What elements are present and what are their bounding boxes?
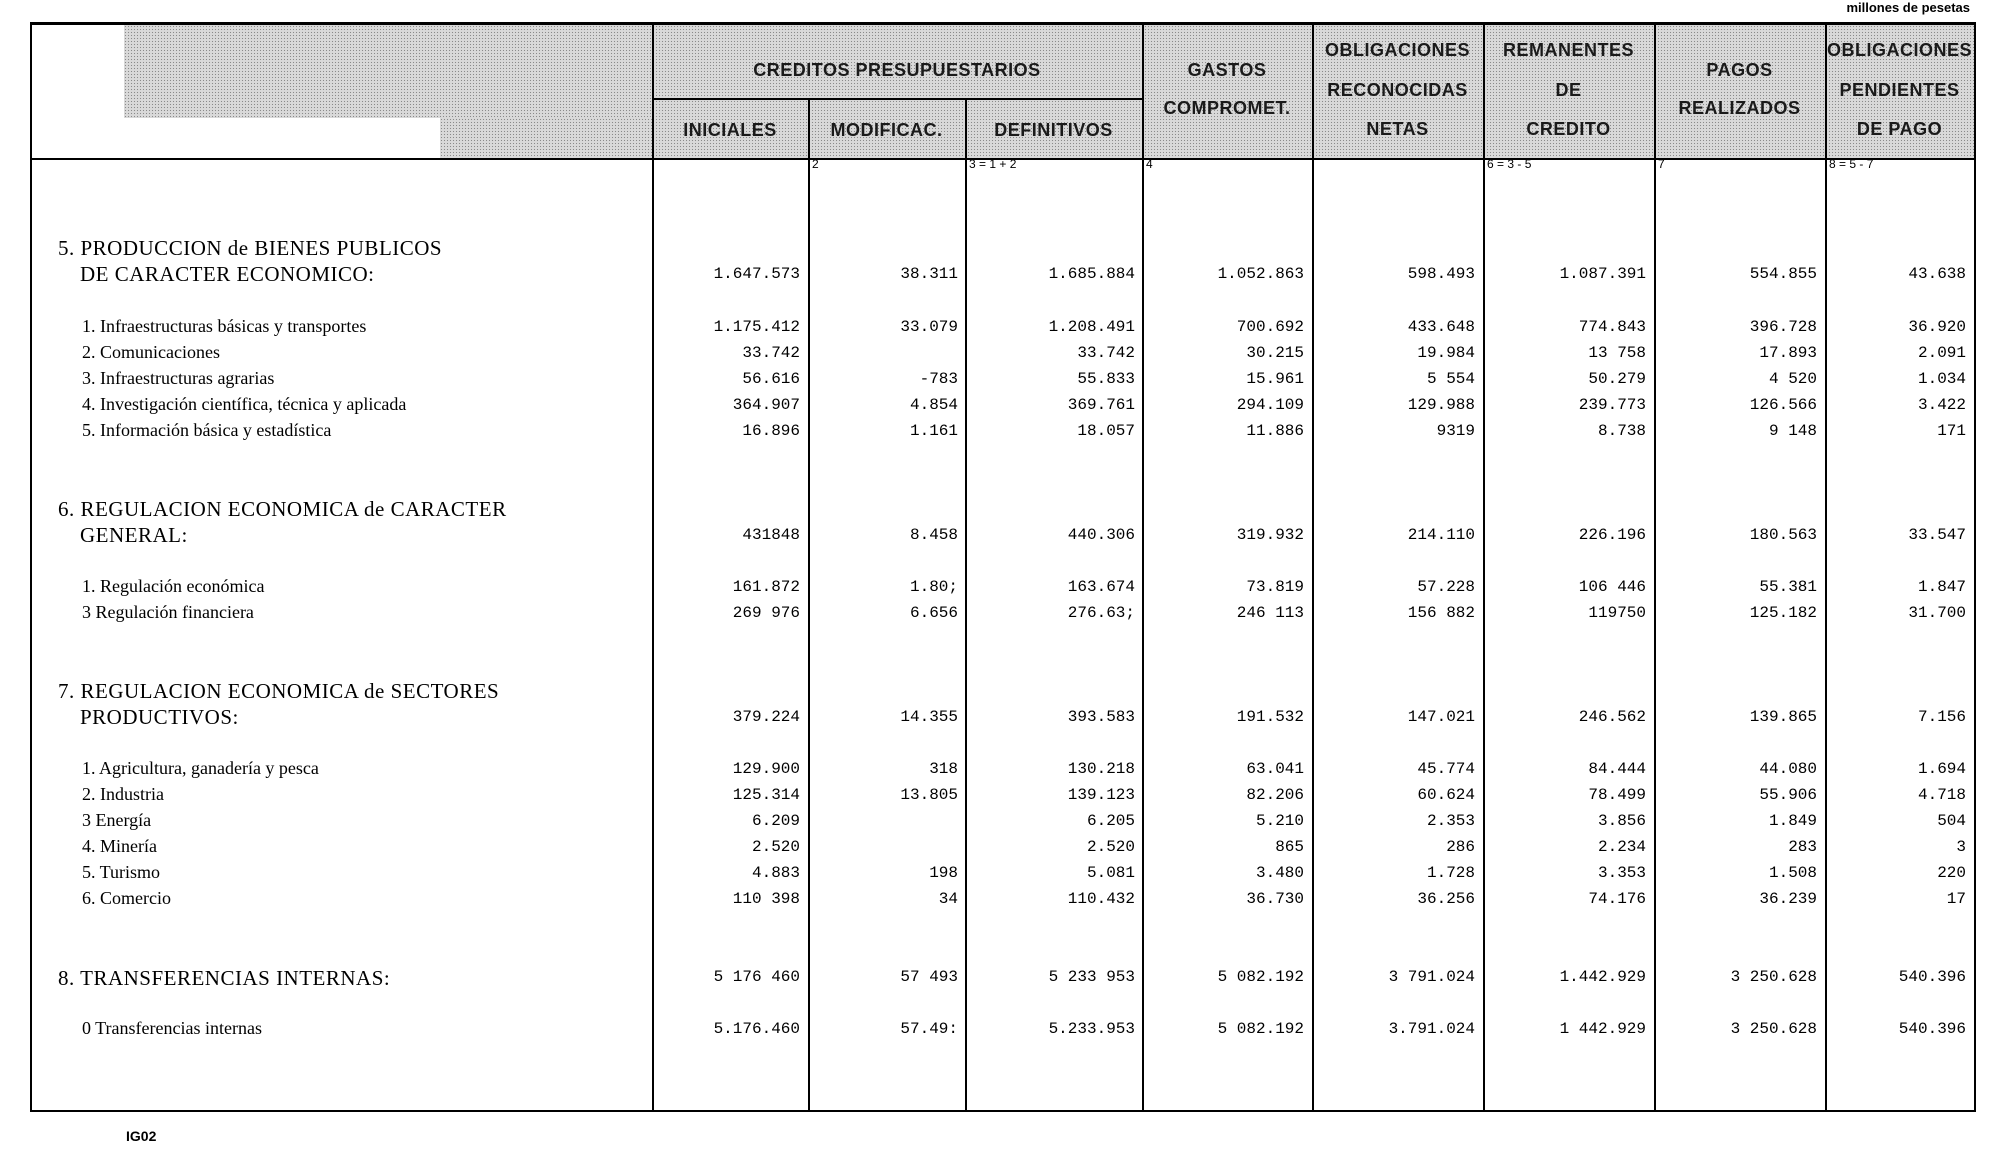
table-frame: [30, 22, 1976, 1112]
cell-value: 63.041: [1246, 760, 1304, 778]
cell-value: 319.932: [1236, 526, 1304, 544]
cell-value: 433.648: [1407, 318, 1475, 336]
cell-value: 36.920: [1908, 318, 1966, 336]
cell-value: 379.224: [732, 708, 800, 726]
cell-value: 5 082.192: [1217, 968, 1304, 986]
cell-value: 5 176 460: [713, 968, 800, 986]
cell-value: 2.234: [1597, 838, 1646, 856]
cell-value: 6.205: [1086, 812, 1135, 830]
header-shade-stub: [124, 25, 652, 118]
col-line-3: [965, 98, 967, 1112]
row-label: 1. Regulación económica: [82, 576, 265, 596]
cell-value: 3.480: [1255, 864, 1304, 882]
cell-value: 3.791.024: [1388, 1020, 1475, 1038]
cell-value: 15.961: [1246, 370, 1304, 388]
header-pagos-1: PAGOS: [1706, 60, 1773, 80]
cell-value: 36.239: [1759, 890, 1817, 908]
row-label: 2. Industria: [82, 784, 164, 804]
cell-value: 180.563: [1749, 526, 1817, 544]
col-line-4: [1142, 22, 1144, 1112]
cell-value: 294.109: [1236, 396, 1304, 414]
cell-value: 74.176: [1588, 890, 1646, 908]
cell-value: 7.156: [1917, 708, 1966, 726]
cell-value: 84.444: [1588, 760, 1646, 778]
colnum-modificac: 2: [812, 157, 819, 171]
row-label: 0 Transferencias internas: [82, 1018, 262, 1038]
cell-value: 1.728: [1426, 864, 1475, 882]
cell-value: 11.886: [1246, 422, 1304, 440]
cell-value: 3 250.628: [1730, 1020, 1817, 1038]
cell-value: 1.208.491: [1048, 318, 1135, 336]
cell-value: 540.396: [1898, 968, 1966, 986]
colnum-pagos: 7: [1658, 157, 1665, 171]
cell-value: 220: [1937, 864, 1966, 882]
row-label: 6. Comercio: [82, 888, 171, 908]
cell-value: 504: [1937, 812, 1966, 830]
header-remanentes-3: CREDITO: [1526, 119, 1611, 139]
cell-value: 554.855: [1749, 265, 1817, 283]
cell-value: 161.872: [732, 578, 800, 596]
header-oblig-1: OBLIGACIONES: [1324, 40, 1470, 60]
cell-value: 1.175.412: [713, 318, 800, 336]
header-creditos: CREDITOS PRESUPUESTARIOS: [753, 60, 1041, 80]
cell-value: 129.900: [732, 760, 800, 778]
cell-value: 31.700: [1908, 604, 1966, 622]
cell-value: 110 398: [732, 890, 800, 908]
cell-value: 1.849: [1768, 812, 1817, 830]
cell-value: 1.442.929: [1559, 968, 1646, 986]
cell-value: 5.233.953: [1048, 1020, 1135, 1038]
cell-value: 239.773: [1578, 396, 1646, 414]
cell-value: 43.638: [1908, 265, 1966, 283]
cell-value: 364.907: [732, 396, 800, 414]
cell-value: 78.499: [1588, 786, 1646, 804]
cell-value: 3.353: [1597, 864, 1646, 882]
cell-value: 269 976: [732, 604, 800, 622]
cell-value: 163.674: [1067, 578, 1135, 596]
cell-value: 55.833: [1077, 370, 1135, 388]
cell-value: 774.843: [1578, 318, 1646, 336]
cell-value: 45.774: [1417, 760, 1475, 778]
cell-value: 598.493: [1407, 265, 1475, 283]
header-oblig-2: RECONOCIDAS: [1327, 80, 1468, 100]
header-shade-stub-lower: [440, 118, 652, 158]
cell-value: 6.656: [909, 604, 958, 622]
header-pendientes-2: PENDIENTES: [1839, 80, 1960, 100]
section-label-line1: 5. PRODUCCION de BIENES PUBLICOS: [58, 236, 443, 260]
section-label-line2: DE CARACTER ECONOMICO:: [80, 262, 375, 286]
row-label: 4. Minería: [82, 836, 157, 856]
header-iniciales: INICIALES: [683, 120, 777, 140]
cell-value: 1.508: [1768, 864, 1817, 882]
cell-value: 33.742: [742, 344, 800, 362]
cell-value: 1.052.863: [1217, 265, 1304, 283]
cell-value: 73.819: [1246, 578, 1304, 596]
cell-value: 3 791.024: [1388, 968, 1475, 986]
cell-value: 2.520: [1086, 838, 1135, 856]
cell-value: 5.176.460: [713, 1020, 800, 1038]
cell-value: 13 758: [1588, 344, 1646, 362]
creditos-divider-line: [652, 98, 1142, 100]
section-label-line2: PRODUCTIVOS:: [80, 705, 239, 729]
cell-value: 106 446: [1578, 578, 1646, 596]
cell-value: 2.520: [751, 838, 800, 856]
cell-value: 57.228: [1417, 578, 1475, 596]
cell-value: 17: [1946, 890, 1966, 908]
cell-value: 431848: [742, 526, 800, 544]
cell-value: 19.984: [1417, 344, 1475, 362]
cell-value: 1 442.929: [1559, 1020, 1646, 1038]
cell-value: 16.896: [742, 422, 800, 440]
cell-value: 246 113: [1236, 604, 1304, 622]
section-label-line1: 7. REGULACION ECONOMICA de SECTORES: [58, 679, 500, 703]
cell-value: 44.080: [1759, 760, 1817, 778]
cell-value: 8.738: [1597, 422, 1646, 440]
row-label: 4. Investigación científica, técnica y aplicada: [82, 394, 407, 414]
row-label: 1. Infraestructuras básicas y transportes: [82, 316, 367, 336]
cell-value: 18.057: [1077, 422, 1135, 440]
cell-value: 55.906: [1759, 786, 1817, 804]
units-label: millones de pesetas: [1846, 0, 1970, 15]
cell-value: 5.210: [1255, 812, 1304, 830]
cell-value: 57.49:: [900, 1020, 958, 1038]
cell-value: 14.355: [900, 708, 958, 726]
cell-value: 2.353: [1426, 812, 1475, 830]
cell-value: 1.80;: [909, 578, 958, 596]
header-oblig-3: NETAS: [1366, 119, 1429, 139]
cell-value: 38.311: [900, 265, 958, 283]
row-label: 5. Información básica y estadística: [82, 420, 332, 440]
header-definitivos: DEFINITIVOS: [994, 120, 1113, 140]
header-modificac: MODIFICAC.: [830, 120, 943, 140]
cell-value: 147.021: [1407, 708, 1475, 726]
cell-value: 393.583: [1067, 708, 1135, 726]
cell-value: 5 233 953: [1048, 968, 1135, 986]
cell-value: 1.161: [909, 422, 958, 440]
cell-value: 318: [929, 760, 958, 778]
cell-value: 4.718: [1917, 786, 1966, 804]
cell-value: 246.562: [1578, 708, 1646, 726]
cell-value: 700.692: [1236, 318, 1304, 336]
cell-value: 171: [1937, 422, 1966, 440]
col-line-7: [1654, 22, 1656, 1112]
col-line-5: [1312, 22, 1314, 1112]
cell-value: 33.079: [900, 318, 958, 336]
header-pendientes-3: DE PAGO: [1856, 119, 1943, 139]
cell-value: 33.547: [1908, 526, 1966, 544]
cell-value: 4.883: [751, 864, 800, 882]
header-remanentes-1: REMANENTES: [1502, 40, 1634, 60]
cell-value: 139.865: [1749, 708, 1817, 726]
cell-value: 156 882: [1407, 604, 1475, 622]
cell-value: 126.566: [1749, 396, 1817, 414]
col-line-6: [1483, 22, 1485, 1112]
col-line-1: [652, 22, 654, 1112]
cell-value: 55.381: [1759, 578, 1817, 596]
cell-value: 198: [929, 864, 958, 882]
cell-value: 2.091: [1917, 344, 1966, 362]
col-line-right: [1974, 22, 1976, 1112]
cell-value: 5.081: [1086, 864, 1135, 882]
cell-value: 4.854: [909, 396, 958, 414]
colnum-remanentes: 6 = 3 - 5: [1487, 157, 1532, 171]
cell-value: 3: [1956, 838, 1966, 856]
cell-value: 396.728: [1749, 318, 1817, 336]
cell-value: 36.730: [1246, 890, 1304, 908]
cell-value: 9319: [1436, 422, 1475, 440]
cell-value: 4 520: [1768, 370, 1817, 388]
section-label: 8. TRANSFERENCIAS INTERNAS:: [58, 966, 391, 990]
row-label: 3 Energía: [82, 810, 152, 830]
cell-value: 9 148: [1768, 422, 1817, 440]
cell-value: 130.218: [1067, 760, 1135, 778]
header-pendientes-1: OBLIGACIONES: [1826, 40, 1972, 60]
cell-value: 3.422: [1917, 396, 1966, 414]
row-label: 3. Infraestructuras agrarias: [82, 368, 275, 388]
header-remanentes-2: DE: [1555, 80, 1582, 100]
row-label: 1. Agricultura, ganadería y pesca: [82, 758, 319, 778]
colnum-gastos: 4: [1146, 157, 1153, 171]
cell-value: 34: [938, 890, 958, 908]
cell-value: 1.034: [1917, 370, 1966, 388]
cell-value: 125.314: [732, 786, 800, 804]
cell-value: 1.087.391: [1559, 265, 1646, 283]
cell-value: 6.209: [751, 812, 800, 830]
header-gastos-2: COMPROMET.: [1163, 98, 1291, 118]
cell-value: 5 554: [1426, 370, 1475, 388]
header-gastos-1: GASTOS: [1187, 60, 1267, 80]
cell-value: 1.685.884: [1048, 265, 1135, 283]
cell-value: 13.805: [900, 786, 958, 804]
cell-value: 50.279: [1588, 370, 1646, 388]
row-label: 5. Turismo: [82, 862, 161, 882]
cell-value: 540.396: [1898, 1020, 1966, 1038]
cell-value: 110.432: [1067, 890, 1135, 908]
cell-value: 283: [1788, 838, 1817, 856]
cell-value: 60.624: [1417, 786, 1475, 804]
cell-value: 191.532: [1236, 708, 1304, 726]
row-label: 3 Regulación financiera: [82, 602, 254, 622]
cell-value: 214.110: [1407, 526, 1475, 544]
cell-value: 369.761: [1067, 396, 1135, 414]
cell-value: 57 493: [900, 968, 958, 986]
cell-value: 226.196: [1578, 526, 1646, 544]
cell-value: 440.306: [1067, 526, 1135, 544]
footer-code: IG02: [126, 1128, 157, 1144]
cell-value: 139.123: [1067, 786, 1135, 804]
cell-value: 33.742: [1077, 344, 1135, 362]
cell-value: -783: [919, 370, 958, 388]
cell-value: 286: [1446, 838, 1475, 856]
cell-value: 865: [1275, 838, 1304, 856]
cell-value: 1.847: [1917, 578, 1966, 596]
cell-value: 8.458: [909, 526, 958, 544]
cell-value: 82.206: [1246, 786, 1304, 804]
cell-value: 5 082.192: [1217, 1020, 1304, 1038]
cell-value: 36.256: [1417, 890, 1475, 908]
colnum-definitivos: 3 = 1 + 2: [969, 157, 1017, 171]
header-pagos-2: REALIZADOS: [1678, 98, 1801, 118]
cell-value: 17.893: [1759, 344, 1817, 362]
cell-value: 3 250.628: [1730, 968, 1817, 986]
cell-value: 1.694: [1917, 760, 1966, 778]
section-label-line1: 6. REGULACION ECONOMICA de CARACTER: [58, 497, 507, 521]
cell-value: 1.647.573: [713, 265, 800, 283]
cell-value: 119750: [1588, 604, 1646, 622]
colnum-pendientes: 8 = 5 - 7: [1829, 157, 1874, 171]
cell-value: 30.215: [1246, 344, 1304, 362]
col-line-8: [1825, 22, 1827, 1112]
cell-value: 276.63;: [1067, 604, 1135, 622]
cell-value: 56.616: [742, 370, 800, 388]
cell-value: 3.856: [1597, 812, 1646, 830]
cell-value: 129.988: [1407, 396, 1475, 414]
section-label-line2: GENERAL:: [80, 523, 188, 547]
cell-value: 125.182: [1749, 604, 1817, 622]
row-label: 2. Comunicaciones: [82, 342, 220, 362]
